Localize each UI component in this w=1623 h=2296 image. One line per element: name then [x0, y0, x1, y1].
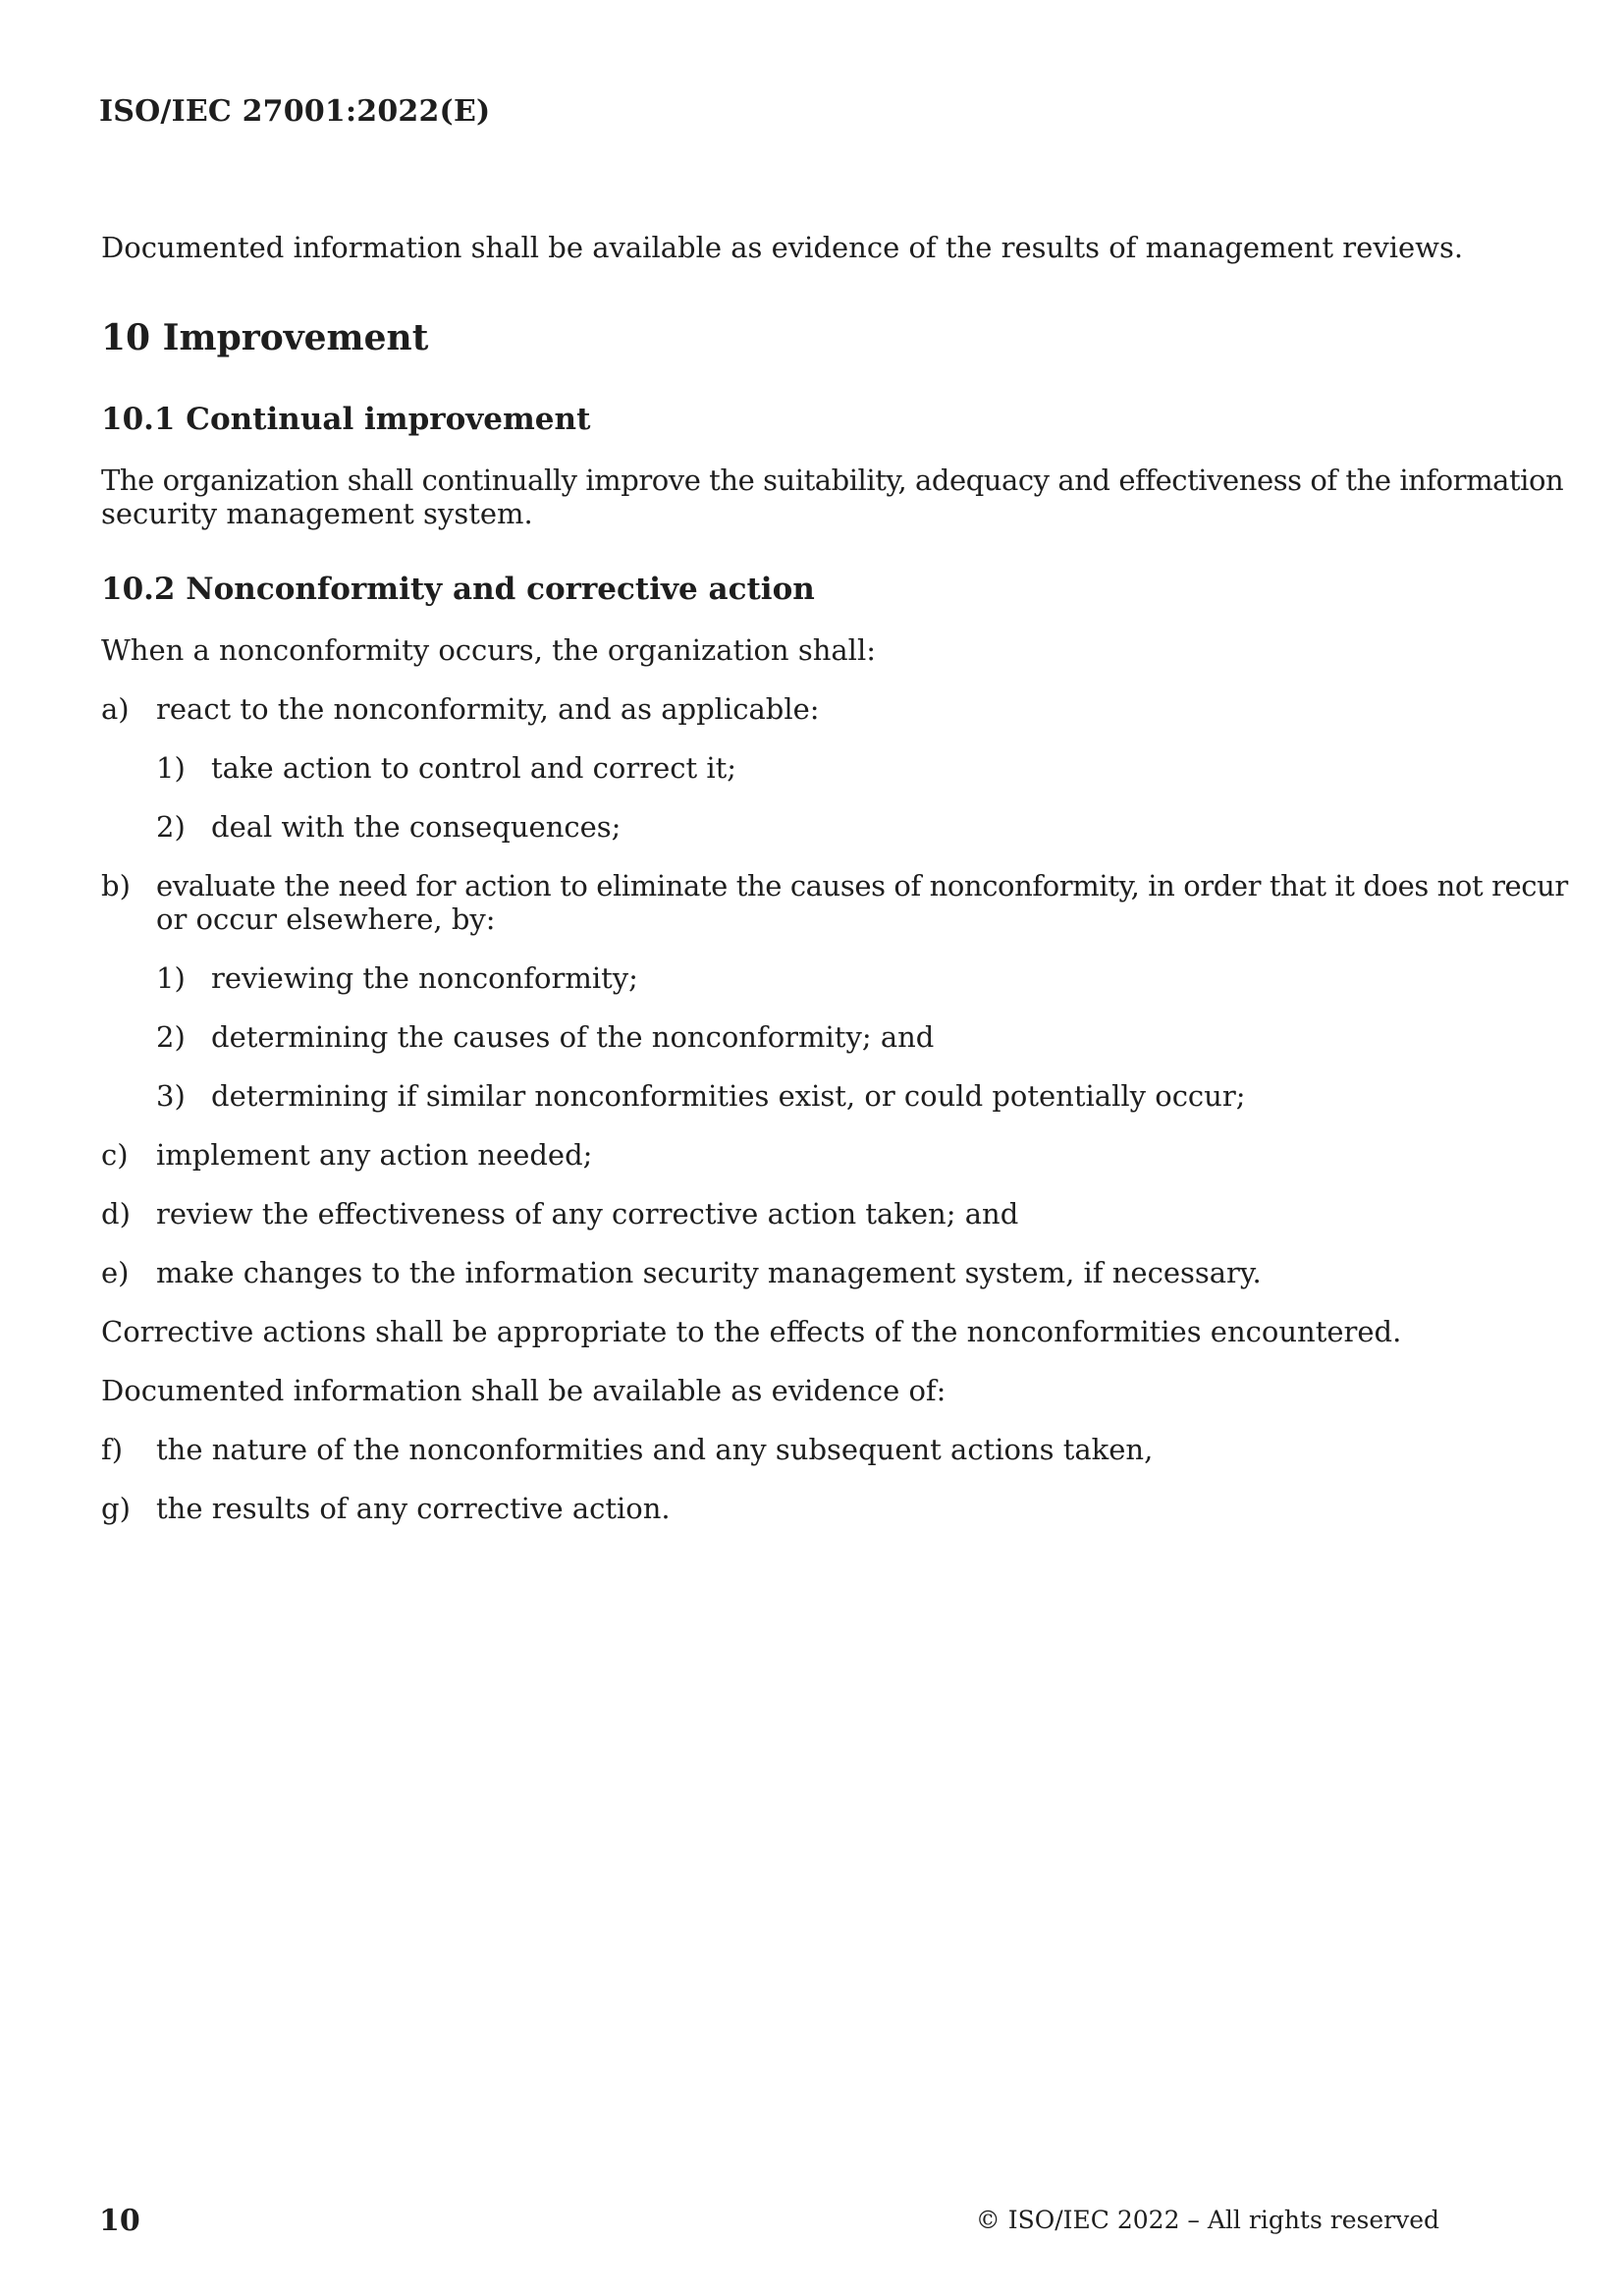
list-marker: 1) [156, 961, 186, 995]
list-marker: 2) [156, 810, 186, 844]
list-marker: d) [101, 1197, 131, 1230]
list-item-text-line-1: evaluate the need for action to eliminate the causes of nonconformity, in order that it does not recur [156, 869, 1568, 902]
copyright-notice: © ISO/IEC 2022 – All rights reserved [975, 2206, 1439, 2234]
list-marker: f) [101, 1433, 124, 1466]
list-marker: c) [101, 1138, 129, 1172]
list-marker: 3) [156, 1079, 186, 1113]
corrective-actions-statement: Corrective actions shall be appropriate to the effects of the nonconformities encountered. [101, 1315, 1402, 1348]
list-item-text: determining if similar nonconformities exist, or could potentially occur; [211, 1079, 1246, 1113]
list-marker: a) [101, 692, 130, 726]
evidence-lead-text: Documented information shall be available as evidence of: [101, 1374, 947, 1407]
list-marker: 1) [156, 751, 186, 785]
document-identifier: ISO/IEC 27001:2022(E) [99, 94, 491, 129]
list-item-text-line-2: or occur elsewhere, by: [156, 902, 496, 936]
list-item-text: the results of any corrective action. [156, 1492, 671, 1525]
page-number: 10 [99, 2204, 140, 2238]
list-item-text: react to the nonconformity, and as applicable: [156, 692, 820, 726]
section-10-heading: 10 Improvement [101, 317, 429, 358]
list-item-text: the nature of the nonconformities and any subsequent actions taken, [156, 1433, 1154, 1466]
list-item-text: deal with the consequences; [211, 810, 622, 844]
nonconformity-lead-text: When a nonconformity occurs, the organization shall: [101, 633, 876, 667]
list-marker: g) [101, 1492, 131, 1525]
list-marker: e) [101, 1256, 130, 1289]
section-10-2-heading: 10.2 Nonconformity and corrective action [101, 572, 815, 607]
list-item-text: review the effectiveness of any corrective action taken; and [156, 1197, 1019, 1230]
list-item-text: take action to control and correct it; [211, 751, 737, 785]
list-item-text: reviewing the nonconformity; [211, 961, 638, 995]
list-item-text: implement any action needed; [156, 1138, 593, 1172]
continual-improvement-text-line-1: The organization shall continually improve the suitability, adequacy and effectiveness of the information [101, 464, 1564, 497]
list-marker: 2) [156, 1020, 186, 1054]
list-item-text: make changes to the information security management system, if necessary. [156, 1256, 1262, 1289]
continual-improvement-text-line-2: security management system. [101, 497, 533, 530]
list-item-text: determining the causes of the nonconformity; and [211, 1020, 935, 1054]
management-review-evidence-text: Documented information shall be available as evidence of the results of management reviews. [101, 231, 1464, 264]
section-10-1-heading: 10.1 Continual improvement [101, 402, 591, 437]
list-marker: b) [101, 869, 131, 902]
